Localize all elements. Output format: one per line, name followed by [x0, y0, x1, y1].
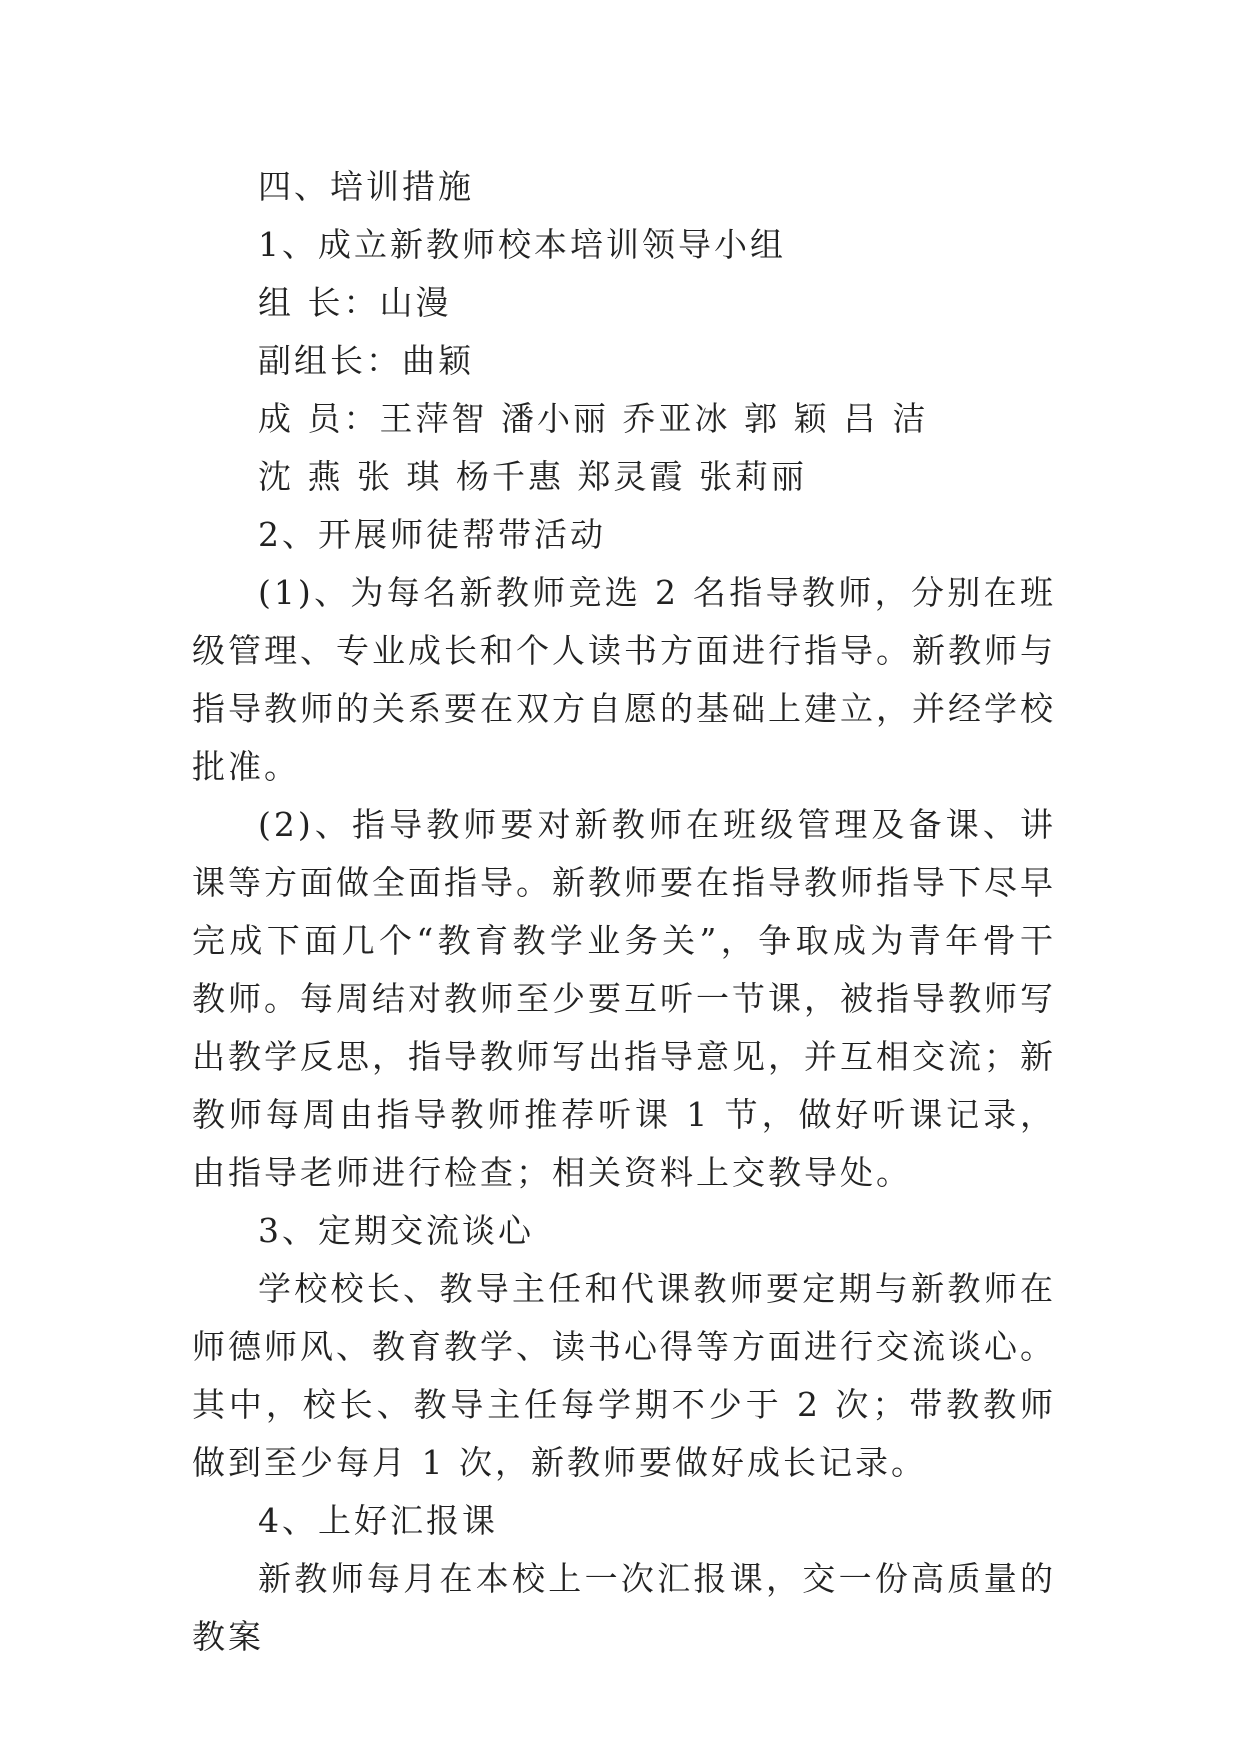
subheading-leadership-group: 1、成立新教师校本培训领导小组: [258, 225, 786, 264]
paragraph-report-lesson: 新教师每月在本校上一次汇报课，交一份高质量的教案: [192, 1559, 1056, 1656]
subheading-mentoring: 2、开展师徒帮带活动: [258, 515, 606, 554]
members-line-continued: 沈 燕 张 琪 杨千惠 郑灵霞 张莉丽: [258, 457, 807, 496]
deputy-leader-line: 副组长：曲颖: [258, 341, 474, 380]
paragraph-mentoring-1: (1)、为每名新教师竞选 2 名指导教师，分别在班级管理、专业成长和个人读书方面进行指导。新教师与指导教师的关系要在双方自愿的基础上建立，并经学校批准。: [192, 573, 1056, 786]
paragraph-mentoring-2: (2)、指导教师要对新教师在班级管理及备课、讲课等方面做全面指导。新教师要在指导教师指导下尽早完成下面几个“教育教学业务关”，争取成为青年骨干教师。每周结对教师至少要互听一节课，被指导教师写出教学反思，指导教师写出指导意见，并互相交流；新教师每周由指导教师推荐听课 1 节，做好听课记录，由指导老师进行检查；相关资料上交教导处。: [192, 805, 1056, 1192]
subheading-regular-talks: 3、定期交流谈心: [258, 1211, 534, 1250]
paragraph-regular-talks: 学校校长、教导主任和代课教师要定期与新教师在师德师风、教育教学、读书心得等方面进行交流谈心。其中，校长、教导主任每学期不少于 2 次；带教教师做到至少每月 1 次，新教师要做好成长记录。: [192, 1269, 1056, 1482]
members-line: 成 员：王萍智 潘小丽 乔亚冰 郭 颖 吕 洁: [258, 399, 929, 438]
section-heading: 四、培训措施: [258, 167, 474, 206]
group-leader-line: 组 长：山漫: [258, 283, 452, 322]
subheading-report-lesson: 4、上好汇报课: [258, 1501, 498, 1540]
document-body: [192, 158, 1056, 1666]
